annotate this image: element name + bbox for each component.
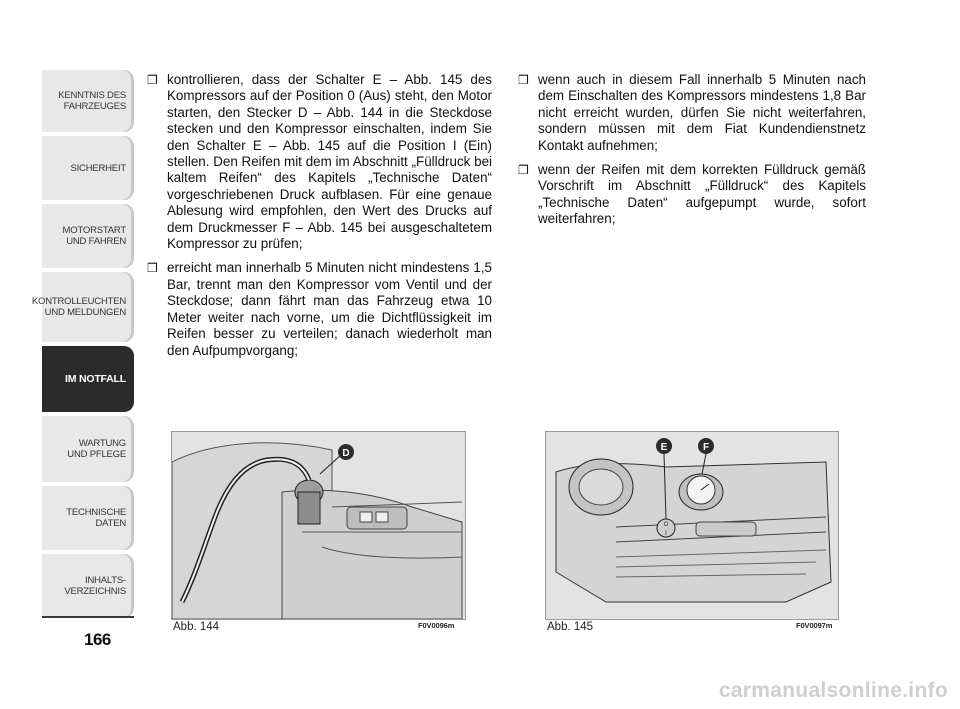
figure-code: F0V0096m	[418, 621, 455, 630]
watermark: carmanualsonline.info	[718, 679, 948, 702]
tab-sicherheit[interactable]	[42, 136, 134, 200]
paragraph: kontrollieren, dass der Schalter E – Abb. 145 des Kompressors auf der Position 0 (Aus) steht, den Motor starten, den Stecker D – Abb. 144 in die Steckdose stecken und den Kompressor einschalten, indem Sie den Schalter E – Abb. 145 auf die Position I (Ein) stellen. Den Reifen mit dem im Abschnitt „Fülldruck bei kaltem Reifen“ des Kapitels „Technische Daten“ vorgeschriebenen Druck aufblasen. Für eine genaue Ablesung wird empfohlen, den Wert des Drucks auf dem Druckmesser F – Abb. 145 bei ausgeschaltetem Kompressor zu prüfen;	[167, 72, 492, 252]
list-item	[518, 162, 866, 228]
checkbox-bullet-icon: ❒	[147, 73, 158, 87]
callout-d: D	[342, 448, 350, 459]
figure-caption: Abb. 144	[173, 621, 220, 633]
callout-f: F	[702, 442, 710, 453]
checkbox-bullet-icon: ❒	[518, 163, 529, 178]
figure-144-socket-illustration	[171, 431, 466, 620]
socket-drawing	[172, 432, 465, 619]
tab-label: KONTROLLEUCHTEN UND MELDUNGEN	[31, 296, 126, 318]
figure-145-compressor-illustration	[545, 431, 839, 620]
switch-on-label: I	[665, 531, 667, 537]
callout-e: E	[660, 442, 668, 453]
right-column	[518, 72, 866, 236]
checkbox-bullet-icon: ❒	[518, 73, 529, 87]
switch-off-label: O	[663, 522, 669, 528]
tab-label: SICHERHEIT	[70, 162, 126, 174]
tab-im-notfall[interactable]	[42, 346, 134, 412]
compressor-drawing	[546, 432, 838, 619]
list-item	[147, 72, 492, 252]
paragraph: wenn auch in diesem Fall innerhalb 5 Minuten nach dem Einschalten des Kompressors mindestens 1,8 Bar nicht erreicht wurden, dürfen Sie nicht weiterfahren, sondern müssen mit dem Fiat Kundendienstnetz Kontakt aufnehmen;	[538, 72, 866, 153]
tab-motorstart-und-fahren[interactable]	[42, 204, 134, 268]
checkbox-bullet-icon: ❒	[147, 261, 158, 276]
figure-caption: Abb. 145	[547, 621, 594, 633]
list-item	[147, 260, 492, 358]
paragraph: erreicht man innerhalb 5 Minuten nicht mindestens 1,5 Bar, trennt man den Kompressor vom Ventil und der Steckdose; dann fährt man das Fahrzeug etwa 10 Meter weiter nach vorne, um die Dichtflüssigkeit im Reifen besser zu verteilen; danach wiederholt man den Aufpumpvorgang;	[167, 260, 492, 358]
left-column	[147, 72, 492, 367]
tab-inhaltsverzeichnis[interactable]	[42, 554, 134, 618]
divider	[42, 616, 134, 618]
tab-technische-daten[interactable]	[42, 486, 134, 550]
tab-label: MOTORSTART UND FAHREN	[62, 225, 126, 247]
tab-wartung-und-pflege[interactable]	[42, 416, 134, 482]
tab-label: TECHNISCHE DATEN	[66, 507, 126, 529]
paragraph: wenn der Reifen mit dem korrekten Fülldruck gemäß Vorschrift im Abschnitt „Fülldruck“ des Kapitels „Technische Daten“ aufgepumpt wurde, sofort weiterfahren;	[538, 162, 866, 227]
list-item	[518, 72, 866, 154]
page-number: 166	[84, 630, 111, 649]
tab-label: INHALTS- VERZEICHNIS	[64, 575, 126, 597]
tab-kontrolleuchten-und-meldungen[interactable]	[31, 272, 134, 342]
tab-kenntnis-des-fahrzeuges[interactable]	[42, 70, 134, 132]
figure-code: F0V0097m	[796, 621, 833, 630]
tab-label: KENNTNIS DES FAHRZEUGES	[58, 90, 126, 112]
tab-label: WARTUNG UND PFLEGE	[67, 438, 126, 460]
chapter-tabs	[31, 70, 134, 622]
tab-label: IM NOTFALL	[65, 372, 126, 385]
